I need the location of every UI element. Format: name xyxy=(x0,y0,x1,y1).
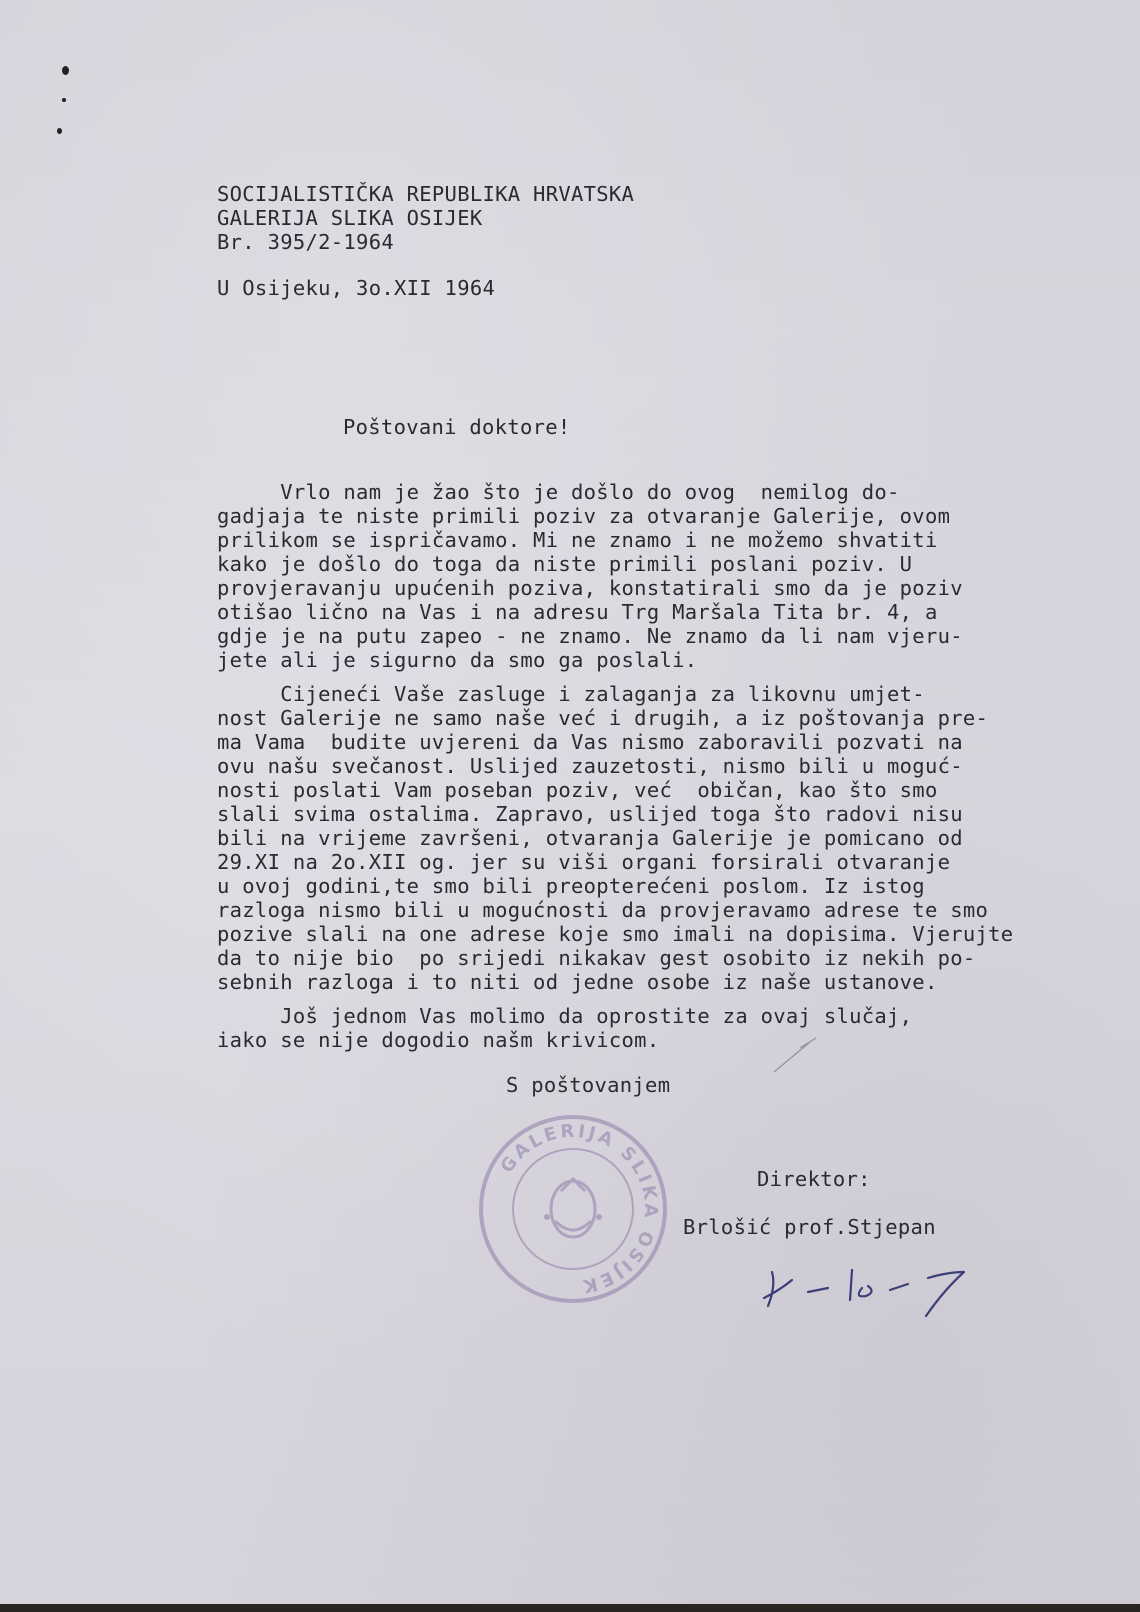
body-line: nost Galerije ne samo naše već i drugih, a iz poštovanja pre- xyxy=(217,706,989,730)
closing: S poštovanjem xyxy=(506,1073,671,1097)
signatory-name: Brlošić prof.Stjepan xyxy=(683,1215,936,1239)
handwritten-signature xyxy=(758,1250,998,1320)
body-line: gadjaja te niste primili poziv za otvaranje Galerije, ovom xyxy=(217,504,951,528)
body-line: sebnih razloga i to niti od jedne osobe iz naše ustanove. xyxy=(217,970,938,994)
pencil-mark xyxy=(770,1036,830,1076)
body-line: nosti poslati Vam poseban poziv, već običan, kao što smo xyxy=(217,778,938,802)
body-line: pozive slali na one adrese koje smo imali na dopisima. Vjerujte xyxy=(217,922,1014,946)
punch-hole xyxy=(57,128,62,134)
body-line: razloga nismo bili u mogućnosti da provjeravamo adrese te smo xyxy=(217,898,989,922)
body-line: ma Vama budite uvjereni da Vas nismo zaboravili pozvati na xyxy=(217,730,963,754)
punch-hole xyxy=(62,66,69,75)
body-line: slali svima ostalima. Zapravo, uslijed toga što radovi nisu xyxy=(217,802,963,826)
body-line: bili na vrijeme završeni, otvaranja Galerije je pomicano od xyxy=(217,826,963,850)
body-line: da to nije bio po srijedi nikakav gest osobito iz nekih po- xyxy=(217,946,976,970)
body-line: provjeravanju upućenih poziva, konstatirali smo da je poziv xyxy=(217,576,963,600)
reference-number: Br. 395/2-1964 xyxy=(217,230,394,254)
svg-text:GALERIJA SLIKA OSIJEK: GALERIJA SLIKA OSIJEK xyxy=(496,1120,662,1297)
body-line: Vrlo nam je žao što je došlo do ovog nemilog do- xyxy=(217,480,900,504)
body-line: ovu našu svečanost. Uslijed zauzetosti, nismo bili u moguć- xyxy=(217,754,963,778)
body-line: iako se nije dogodio našm krivicom. xyxy=(217,1028,660,1052)
punch-hole xyxy=(62,98,66,102)
body-line: Cijeneći Vaše zasluge i zalaganja za likovnu umjet- xyxy=(217,682,925,706)
body-line: u ovoj godini,te smo bili preopterećeni poslom. Iz istog xyxy=(217,874,925,898)
body-line: otišao lično na Vas i na adresu Trg Maršala Tita br. 4, a xyxy=(217,600,938,624)
place-date: U Osijeku, 3o.XII 1964 xyxy=(217,276,496,300)
body-line: jete ali je sigurno da smo ga poslali. xyxy=(217,648,698,672)
institution-line-1: SOCIJALISTIČKA REPUBLIKA HRVATSKA xyxy=(217,182,635,206)
signature-title: Direktor: xyxy=(757,1167,871,1191)
body-line: gdje je na putu zapeo - ne znamo. Ne znamo da li nam vjeru- xyxy=(217,624,963,648)
salutation: Poštovani doktore! xyxy=(343,415,571,439)
body-line: prilikom se ispričavamo. Mi ne znamo i ne možemo shvatiti xyxy=(217,528,938,552)
official-stamp xyxy=(477,1113,669,1305)
body-line: Još jednom Vas molimo da oprostite za ovaj slučaj, xyxy=(217,1004,913,1028)
institution-line-2: GALERIJA SLIKA OSIJEK xyxy=(217,206,483,230)
scan-edge xyxy=(0,1604,1140,1612)
body-line: kako je došlo do toga da niste primili poslani poziv. U xyxy=(217,552,913,576)
body-line: 29.XI na 2o.XII og. jer su viši organi forsirali otvaranje xyxy=(217,850,951,874)
